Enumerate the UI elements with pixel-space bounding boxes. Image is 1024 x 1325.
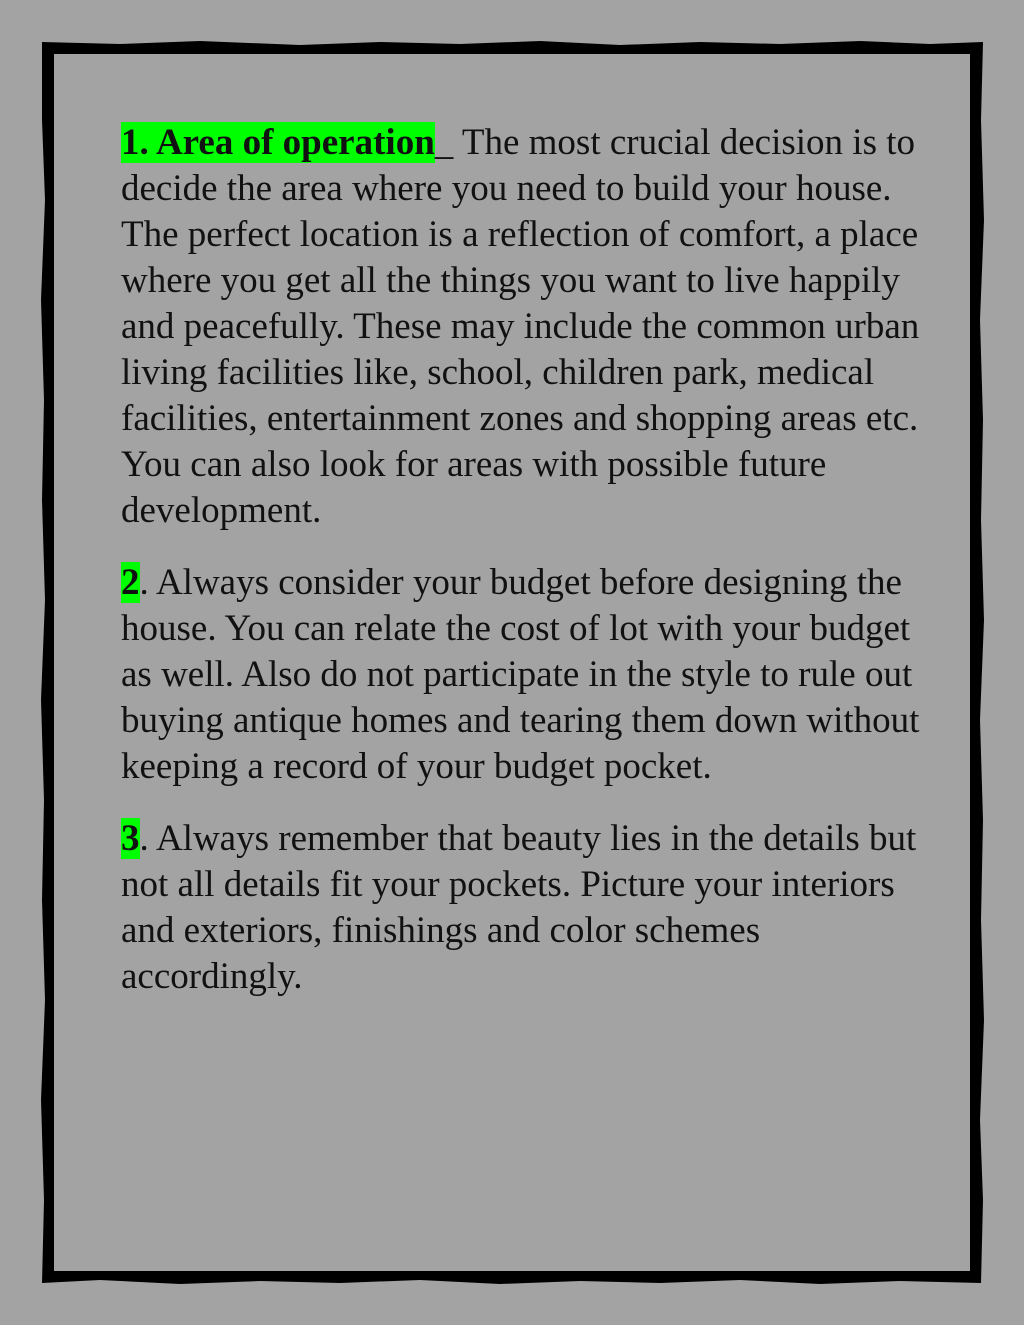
paragraph-text: The most crucial decision is to decide the area where you need to build your house. The perfect location is a reflection of comfort, a place where you get all the things you want to live happily and peacefully. These may include the common urban living facilities like, school, children park, medical facilities, entertainment zones and shopping areas etc. You can also look for areas with possible future development. [121,122,920,531]
document-body [121,120,921,1026]
heading-area-of-operation: 1. Area of operation [121,122,435,163]
item-number-2: 2 [121,562,140,603]
paragraph-area-of-operation [121,120,921,534]
item-number-3: 3 [121,818,140,859]
paragraph-text: Always remember that beauty lies in the details but not all details fit your pockets. Picture your interiors and exteriors, finishings and color schemes accordingly. [121,818,917,997]
paragraph-text: Always consider your budget before designing the house. You can relate the cost of lot with your budget as well. Also do not participate in the style to rule out buying antique homes and tearing them down without keeping a record of your budget pocket. [121,562,920,787]
item-separator: . [139,562,149,603]
paragraph-budget [121,560,921,790]
heading-separator: _ [434,122,454,163]
paragraph-details [121,816,921,1000]
item-separator: . [139,818,149,859]
